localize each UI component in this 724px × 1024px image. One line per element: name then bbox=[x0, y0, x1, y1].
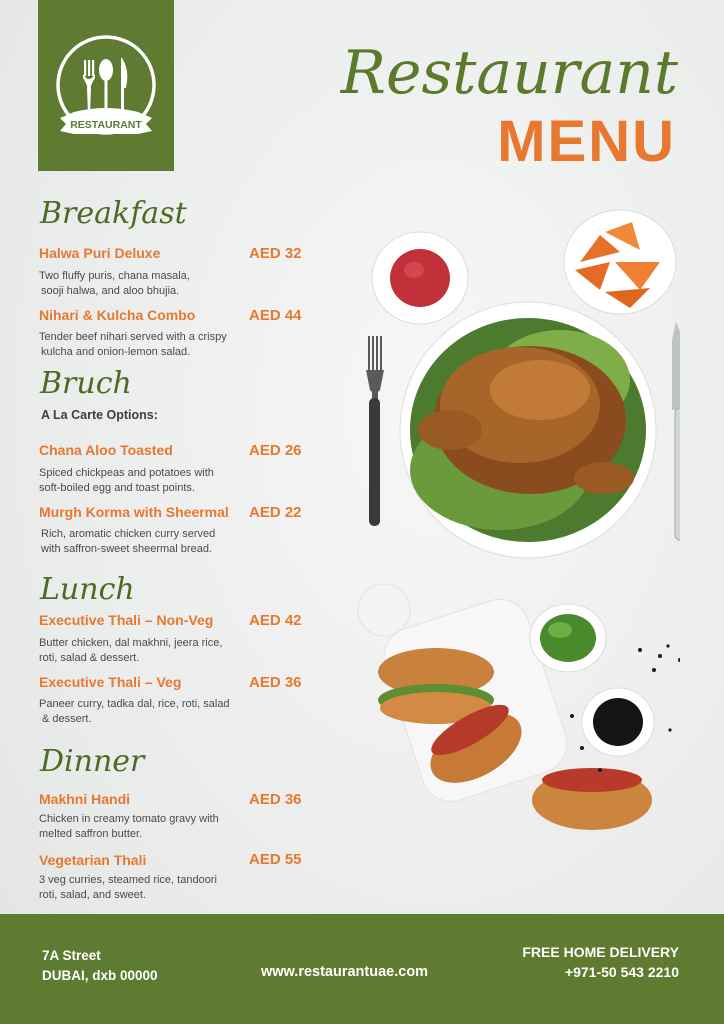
menu-item-description: Paneer curry, tadka dal, rice, roti, salad & dessert. bbox=[39, 698, 230, 725]
menu-item-price: AED 55 bbox=[249, 851, 302, 868]
footer-phone: +971-50 543 2210 bbox=[564, 964, 679, 980]
menu-item-description: Rich, aromatic chicken curry served with saffron-sweet sheermal bread. bbox=[41, 528, 216, 555]
menu-item-description: Chicken in creamy tomato gravy with melted saffron butter. bbox=[39, 813, 219, 840]
food-photo bbox=[340, 200, 680, 840]
footer-address: 7A Street DUBAI, dxb 00000 bbox=[42, 948, 158, 983]
page-title-menu: MENU bbox=[497, 109, 676, 174]
menu-item-price: AED 36 bbox=[249, 791, 302, 808]
menu-item-price: AED 42 bbox=[249, 612, 302, 629]
menu-item-price: AED 26 bbox=[249, 442, 302, 459]
black-seed-bowl-image bbox=[582, 688, 654, 756]
knife-icon bbox=[121, 58, 127, 114]
section-title-breakfast: Breakfast bbox=[40, 196, 187, 231]
menu-item-description: Butter chicken, dal makhni, jeera rice, roti, salad & dessert. bbox=[39, 637, 223, 664]
roast-chicken-plate-image bbox=[400, 302, 656, 558]
section-title-dinner: Dinner bbox=[40, 744, 145, 779]
footer-website-link[interactable]: www.restaurantuae.com bbox=[261, 964, 429, 980]
section-title-brunch: Bruch bbox=[40, 366, 132, 401]
menu-item-price: AED 22 bbox=[249, 504, 302, 521]
menu-item-name: Makhni Handi bbox=[39, 791, 131, 807]
herb-bowl-image bbox=[530, 604, 606, 672]
fork-image bbox=[366, 336, 384, 526]
logo-text: RESTAURANT bbox=[70, 119, 142, 131]
menu-item-price: AED 36 bbox=[249, 674, 302, 691]
menu-item-description: 3 veg curries, steamed rice, tandoori roti, salad, and sweet. bbox=[39, 874, 217, 901]
footer-delivery: FREE HOME DELIVERY +971-50 543 2210 bbox=[522, 944, 679, 980]
menu-item-name: Murgh Korma with Sheermal bbox=[39, 504, 229, 520]
restaurant-logo bbox=[38, 0, 174, 171]
knife-image bbox=[672, 322, 680, 540]
logo-badge bbox=[38, 0, 174, 171]
menu-item-description: Two fluffy puris, chana masala, sooji halwa, and aloo bhujia. bbox=[39, 270, 190, 297]
spoon-icon bbox=[99, 59, 113, 114]
menu-item-name: Executive Thali – Veg bbox=[39, 674, 182, 690]
page-title-script: Restaurant bbox=[340, 38, 678, 108]
menu-item-name: Halwa Puri Deluxe bbox=[39, 245, 161, 261]
section-title-lunch: Lunch bbox=[40, 572, 135, 607]
sweet-potato-bowl-image bbox=[564, 210, 676, 314]
menu-item-name: Chana Aloo Toasted bbox=[39, 442, 173, 458]
menu-item-description: Spiced chickpeas and potatoes with soft-boiled egg and toast points. bbox=[39, 467, 214, 494]
menu-item-name: Executive Thali – Non-Veg bbox=[39, 612, 214, 628]
section-subtitle: A La Carte Options: bbox=[41, 408, 158, 422]
menu-item-price: AED 44 bbox=[249, 307, 302, 324]
peppercorn-bowl-image bbox=[372, 232, 468, 324]
menu-item-name: Nihari & Kulcha Combo bbox=[39, 307, 196, 323]
fork-icon bbox=[83, 60, 95, 114]
menu-item-description: Tender beef nihari served with a crispy kulcha and onion-lemon salad. bbox=[39, 331, 227, 358]
menu-item-name: Vegetarian Thali bbox=[39, 852, 147, 868]
menu-item-price: AED 32 bbox=[249, 245, 302, 262]
